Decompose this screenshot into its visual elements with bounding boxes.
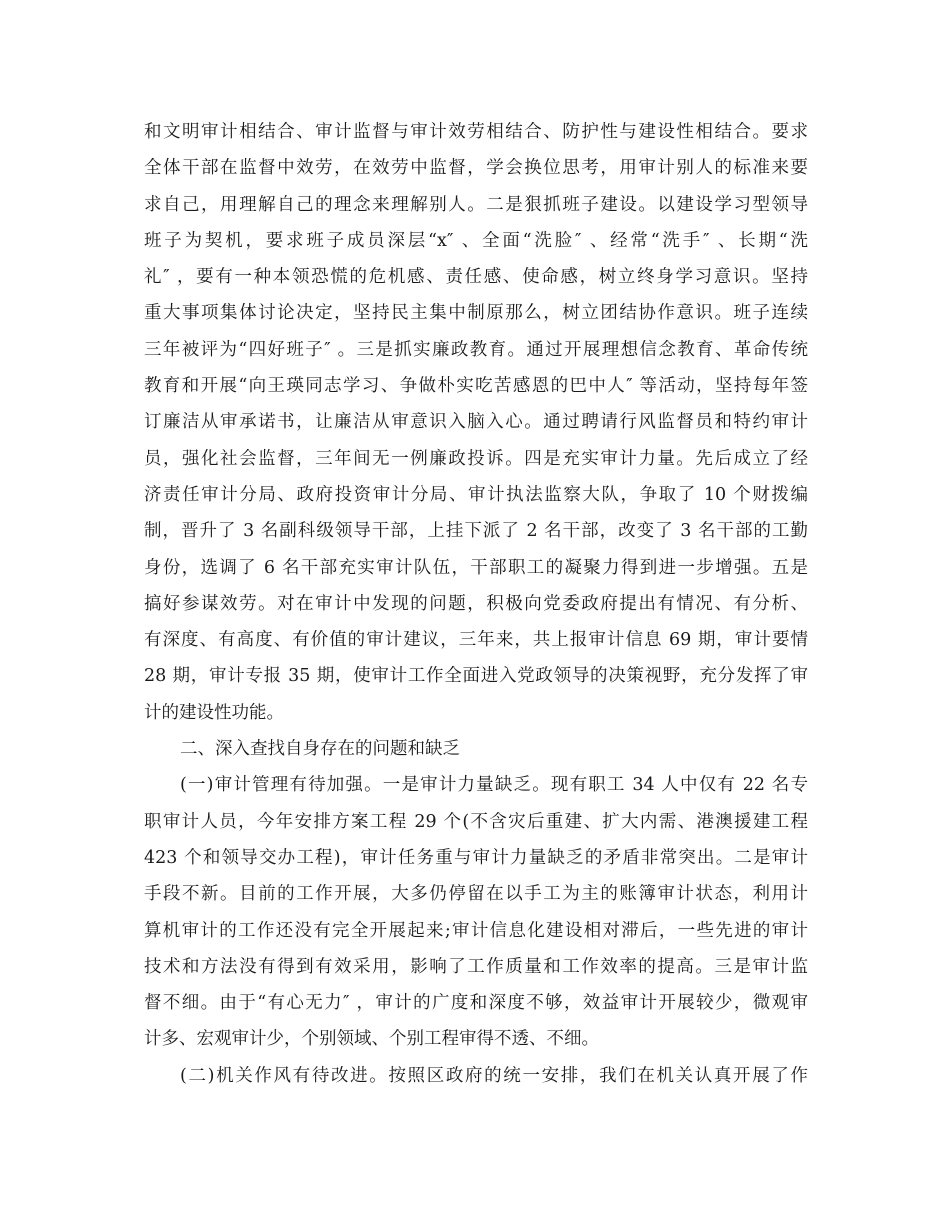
text-line: 身份，选调了 6 名干部充实审计队伍，干部职工的凝聚力得到进一步增强。五是 [144,557,808,578]
text-line: (一)审计管理有待加强。一是审计力量缺乏。现有职工 34 人中仅有 22 名专 [180,775,808,796]
text-line: 济责任审计分局、政府投资审计分局、审计执法监察大队，争取了 10 个财拨编 [144,484,808,505]
text-line: 和文明审计相结合、审计监督与审计效劳相结合、防护性与建设性相结合。要求 [144,122,808,142]
text-line: 制，晋升了 3 名副科级领导干部，上挂下派了 2 名干部，改变了 3 名干部的工勤 [144,521,808,542]
text-line: 求自己，用理解自己的理念来理解别人。二是狠抓班子建设。以建设学习型领导 [144,194,808,215]
text-line: 技术和方法没有得到有效采用，影响了工作质量和工作效率的提高。三是审计监 [144,956,808,977]
text-line: 职审计人员，今年安排方案工程 29 个(不含灾后重建、扩大内需、港澳援建工程 [144,811,808,832]
document-body [144,114,808,1094]
text-line: 算机审计的工作还没有完全开展起来;审计信息化建设相对滞后，一些先进的审计 [144,920,808,941]
text-line: 督不细。由于“有心无力″ ，审计的广度和深度不够，效益审计开展较少，微观审 [144,993,808,1014]
text-line: 员，强化社会监督，三年间无一例廉政投诉。四是充实审计力量。先后成立了经 [144,448,808,469]
text-line: 二、深入查找自身存在的问题和缺乏 [180,739,460,760]
text-line: 28 期，审计专报 35 期，使审计工作全面进入党政领导的决策视野，充分发挥了审 [144,666,808,687]
text-line: 订廉洁从审承诺书，让廉洁从审意识入脑入心。通过聘请行风监督员和特约审计 [144,412,808,433]
text-line: 教育和开展“向王瑛同志学习、争做朴实吃苦感恩的巴中人″ 等活动，坚持每年签 [144,376,808,397]
text-line: 全体干部在监督中效劳，在效劳中监督，学会换位思考，用审计别人的标准来要 [144,158,808,179]
text-line: 班子为契机，要求班子成员深层“x″ 、全面“洗脸″ 、经常“洗手″ 、长期“洗 [144,230,808,251]
text-line: 三年被评为“四好班子″ 。三是抓实廉政教育。通过开展理想信念教育、革命传统 [144,339,808,360]
text-line: 有深度、有高度、有价值的审计建议，三年来，共上报审计信息 69 期，审计要情 [144,630,808,651]
text-line: 礼″ ，要有一种本领恐慌的危机感、责任感、使命感，树立终身学习意识。坚持 [144,267,808,288]
text-line: 搞好参谋效劳。对在审计中发现的问题，积极向党委政府提出有情况、有分析、 [144,593,808,614]
text-line: 重大事项集体讨论决定，坚持民主集中制原那么，树立团结协作意识。班子连续 [144,303,808,324]
text-line: 计的建设性功能。 [144,702,284,723]
text-line: 手段不新。目前的工作开展，大多仍停留在以手工为主的账簿审计状态，利用计 [144,884,808,905]
text-line: (二)机关作风有待改进。按照区政府的统一安排，我们在机关认真开展了作 [180,1065,808,1086]
text-line: 423 个和领导交办工程)，审计任务重与审计力量缺乏的矛盾非常突出。二是审计 [144,847,808,868]
text-line: 计多、宏观审计少，个别领域、个别工程审得不透、不细。 [144,1029,599,1050]
